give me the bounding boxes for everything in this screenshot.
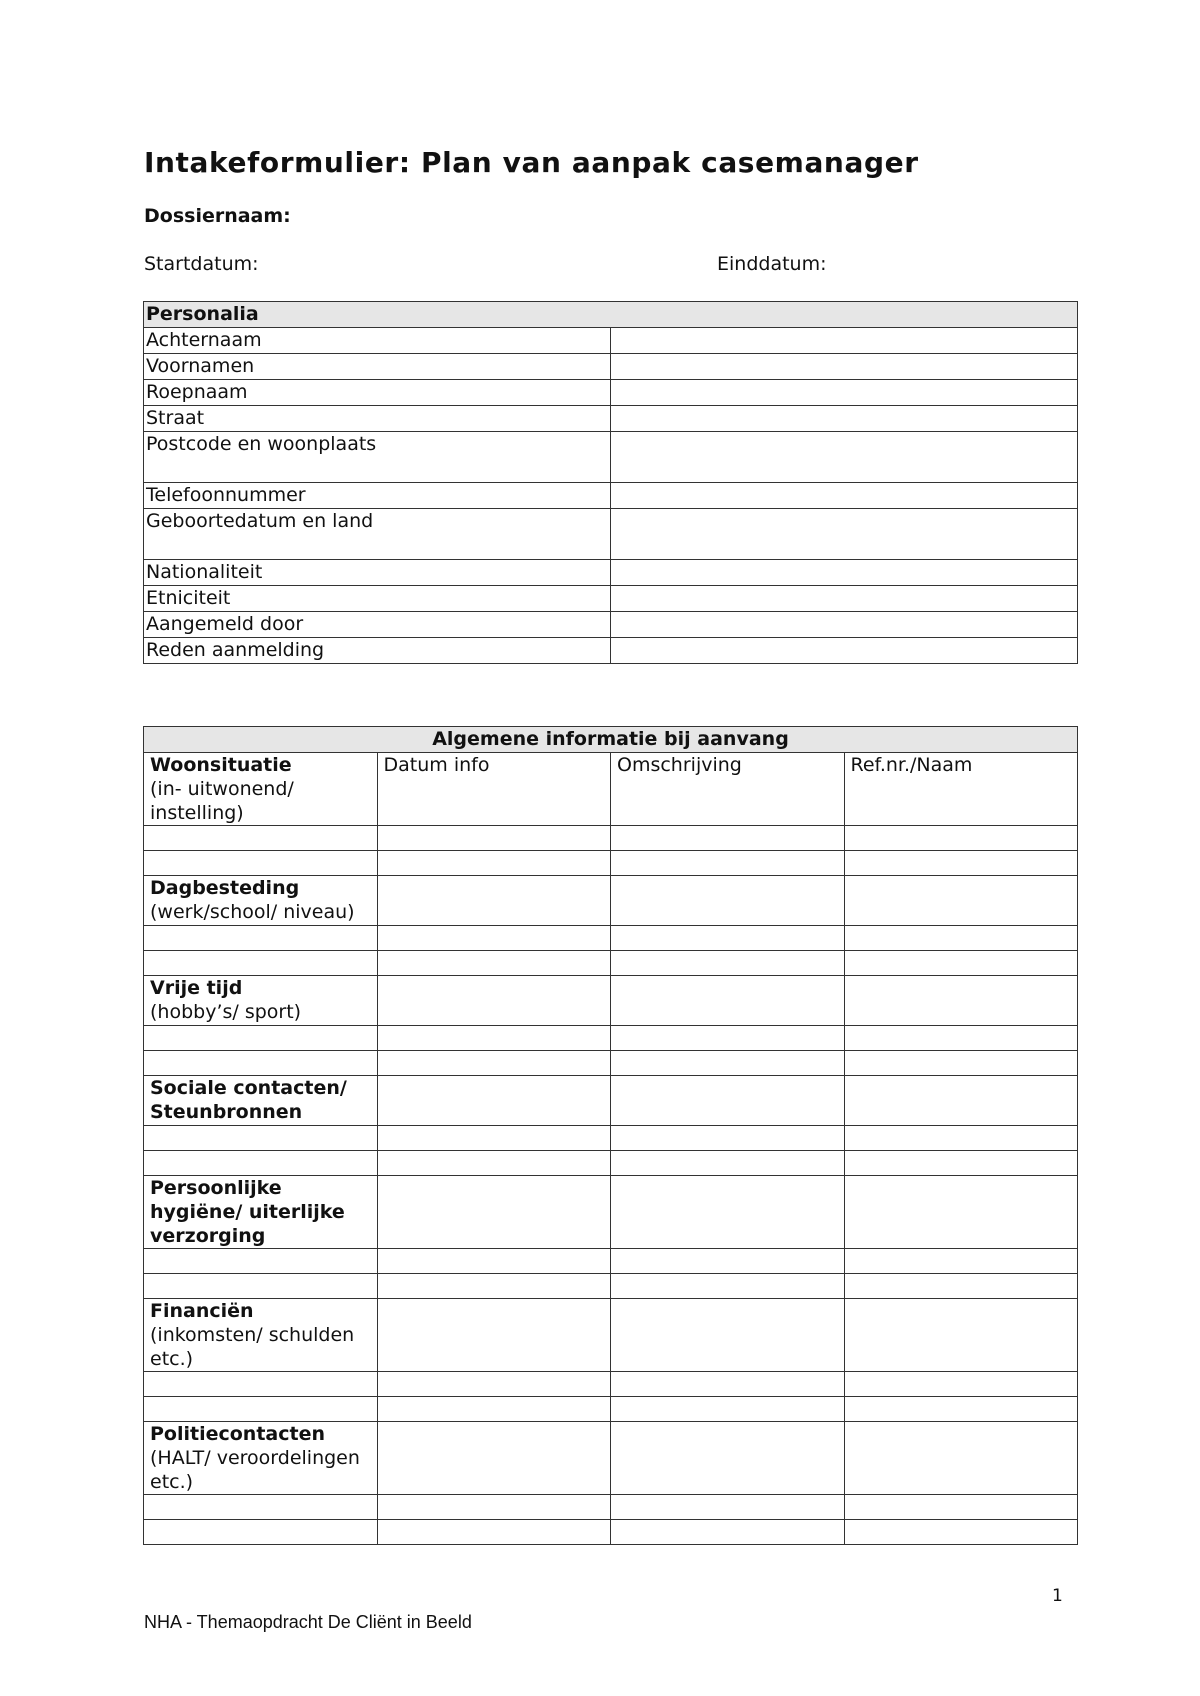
entry-row: [144, 1151, 1078, 1176]
algemeen-header: Algemene informatie bij aanvang: [144, 727, 1078, 753]
entry-cell[interactable]: [611, 1397, 845, 1422]
personalia-field[interactable]: [611, 509, 1078, 560]
entry-row: [144, 1126, 1078, 1151]
entry-cell[interactable]: [377, 851, 611, 876]
entry-cell[interactable]: [844, 926, 1078, 951]
entry-cell[interactable]: [844, 826, 1078, 851]
entry-cell[interactable]: [144, 926, 378, 951]
entry-cell[interactable]: [377, 1126, 611, 1151]
dossier-label: Dossiernaam:: [144, 205, 291, 227]
entry-cell[interactable]: [611, 1274, 845, 1299]
category-cell: [144, 753, 378, 826]
column-header: Ref.nr./Naam: [844, 753, 1078, 826]
entry-cell[interactable]: [144, 1249, 378, 1274]
personalia-field[interactable]: [611, 432, 1078, 483]
category-description: (HALT/ veroordelingen etc.): [150, 1447, 360, 1493]
entry-cell[interactable]: [844, 1076, 1078, 1126]
personalia-label: Nationaliteit: [144, 560, 611, 586]
entry-cell[interactable]: [844, 951, 1078, 976]
entry-cell[interactable]: [844, 1520, 1078, 1545]
page-title: Intakeformulier: Plan van aanpak casemanager: [144, 146, 919, 179]
category-description: (werk/school/ niveau): [150, 901, 355, 923]
entry-cell[interactable]: [144, 1151, 378, 1176]
entry-cell[interactable]: [844, 1026, 1078, 1051]
startdatum-label: Startdatum:: [144, 253, 259, 275]
entry-row: [144, 951, 1078, 976]
entry-cell[interactable]: [377, 1372, 611, 1397]
entry-cell[interactable]: [611, 1495, 845, 1520]
personalia-label: Telefoonnummer: [144, 483, 611, 509]
entry-cell[interactable]: [377, 1274, 611, 1299]
entry-cell[interactable]: [377, 1495, 611, 1520]
entry-cell[interactable]: [144, 1495, 378, 1520]
personalia-label: Geboortedatum en land: [144, 509, 611, 560]
entry-cell[interactable]: [144, 1026, 378, 1051]
entry-row: [144, 1520, 1078, 1545]
category-name: Politiecontacten: [150, 1423, 325, 1445]
category-row: [144, 1176, 1078, 1249]
entry-cell[interactable]: [611, 826, 845, 851]
entry-cell[interactable]: [611, 851, 845, 876]
entry-cell[interactable]: [844, 1151, 1078, 1176]
entry-cell[interactable]: [844, 1422, 1078, 1495]
personalia-field[interactable]: [611, 380, 1078, 406]
entry-row: [144, 851, 1078, 876]
personalia-field[interactable]: [611, 638, 1078, 664]
column-header: Datum info: [377, 753, 611, 826]
entry-cell[interactable]: [377, 1397, 611, 1422]
entry-cell[interactable]: [611, 926, 845, 951]
category-description: (in- uitwonend/ instelling): [150, 778, 294, 824]
entry-cell[interactable]: [144, 1372, 378, 1397]
entry-cell[interactable]: [844, 1495, 1078, 1520]
entry-cell[interactable]: [377, 1176, 611, 1249]
entry-row: [144, 826, 1078, 851]
personalia-field[interactable]: [611, 612, 1078, 638]
entry-cell[interactable]: [844, 1372, 1078, 1397]
category-description: (inkomsten/ schulden etc.): [150, 1324, 355, 1370]
entry-row: [144, 1026, 1078, 1051]
entry-cell[interactable]: [377, 1422, 611, 1495]
entry-cell[interactable]: [611, 1126, 845, 1151]
entry-cell[interactable]: [611, 1051, 845, 1076]
entry-row: [144, 1051, 1078, 1076]
entry-cell[interactable]: [844, 1274, 1078, 1299]
personalia-field[interactable]: [611, 406, 1078, 432]
category-cell: [144, 1076, 378, 1126]
entry-row: [144, 1495, 1078, 1520]
category-cell: [144, 1299, 378, 1372]
entry-cell[interactable]: [144, 1051, 378, 1076]
entry-cell[interactable]: [611, 1422, 845, 1495]
entry-cell[interactable]: [611, 976, 845, 1026]
category-name: Persoonlijke hygiëne/ uiterlijke verzorging: [150, 1177, 345, 1247]
entry-cell[interactable]: [611, 1299, 845, 1372]
category-row: [144, 976, 1078, 1026]
entry-cell[interactable]: [144, 851, 378, 876]
personalia-field[interactable]: [611, 586, 1078, 612]
entry-cell[interactable]: [377, 1026, 611, 1051]
entry-cell[interactable]: [611, 876, 845, 926]
entry-cell[interactable]: [611, 1151, 845, 1176]
entry-cell[interactable]: [377, 1299, 611, 1372]
entry-cell[interactable]: [377, 1051, 611, 1076]
category-row: [144, 1299, 1078, 1372]
personalia-field[interactable]: [611, 354, 1078, 380]
category-name: Sociale contacten/ Steunbronnen: [150, 1077, 347, 1123]
entry-cell[interactable]: [144, 1126, 378, 1151]
entry-cell[interactable]: [377, 1520, 611, 1545]
category-cell: [144, 1176, 378, 1249]
entry-cell[interactable]: [377, 926, 611, 951]
entry-cell[interactable]: [844, 1299, 1078, 1372]
entry-cell[interactable]: [611, 1026, 845, 1051]
personalia-label: Achternaam: [144, 328, 611, 354]
category-name: Woonsituatie: [150, 754, 292, 776]
entry-cell[interactable]: [144, 1520, 378, 1545]
entry-cell[interactable]: [144, 826, 378, 851]
entry-cell[interactable]: [611, 1249, 845, 1274]
personalia-label: Reden aanmelding: [144, 638, 611, 664]
entry-cell[interactable]: [844, 876, 1078, 926]
entry-cell[interactable]: [844, 851, 1078, 876]
entry-cell[interactable]: [844, 1126, 1078, 1151]
column-header: Omschrijving: [611, 753, 845, 826]
personalia-label: Roepnaam: [144, 380, 611, 406]
entry-cell[interactable]: [377, 951, 611, 976]
entry-cell[interactable]: [611, 1520, 845, 1545]
category-cell: [144, 1422, 378, 1495]
entry-row: [144, 1372, 1078, 1397]
entry-cell[interactable]: [377, 976, 611, 1026]
personalia-field[interactable]: [611, 328, 1078, 354]
personalia-label: Voornamen: [144, 354, 611, 380]
personalia-header: Personalia: [144, 302, 1078, 328]
category-row: [144, 876, 1078, 926]
personalia-label: Etniciteit: [144, 586, 611, 612]
entry-cell[interactable]: [844, 1249, 1078, 1274]
personalia-field[interactable]: [611, 483, 1078, 509]
category-row: [144, 1076, 1078, 1126]
entry-cell[interactable]: [377, 1249, 611, 1274]
entry-row: [144, 926, 1078, 951]
category-name: Financiën: [150, 1300, 254, 1322]
footer-text: NHA - Themaopdracht De Cliënt in Beeld: [144, 1612, 472, 1632]
entry-row: [144, 1249, 1078, 1274]
entry-cell[interactable]: [377, 1151, 611, 1176]
category-name: Vrije tijd: [150, 977, 243, 999]
entry-cell[interactable]: [377, 1076, 611, 1126]
personalia-label: Postcode en woonplaats: [144, 432, 611, 483]
entry-cell[interactable]: [611, 1076, 845, 1126]
personalia-field[interactable]: [611, 560, 1078, 586]
entry-row: [144, 1397, 1078, 1422]
personalia-table: [143, 301, 1078, 664]
entry-cell[interactable]: [611, 1176, 845, 1249]
algemeen-table: [143, 726, 1078, 1545]
entry-cell[interactable]: [844, 1051, 1078, 1076]
entry-cell[interactable]: [144, 951, 378, 976]
page-number: 1: [1052, 1586, 1063, 1606]
entry-cell[interactable]: [377, 826, 611, 851]
entry-cell[interactable]: [844, 1176, 1078, 1249]
category-description: (hobby’s/ sport): [150, 1001, 302, 1023]
entry-cell[interactable]: [611, 951, 845, 976]
entry-cell[interactable]: [144, 1397, 378, 1422]
entry-cell[interactable]: [377, 876, 611, 926]
einddatum-label: Einddatum:: [717, 253, 827, 275]
entry-cell[interactable]: [844, 1397, 1078, 1422]
entry-cell[interactable]: [844, 976, 1078, 1026]
category-cell: [144, 876, 378, 926]
entry-cell[interactable]: [144, 1274, 378, 1299]
category-row: [144, 1422, 1078, 1495]
entry-row: [144, 1274, 1078, 1299]
personalia-label: Straat: [144, 406, 611, 432]
personalia-label: Aangemeld door: [144, 612, 611, 638]
category-row: [144, 753, 1078, 826]
entry-cell[interactable]: [611, 1372, 845, 1397]
category-cell: [144, 976, 378, 1026]
category-name: Dagbesteding: [150, 877, 300, 899]
